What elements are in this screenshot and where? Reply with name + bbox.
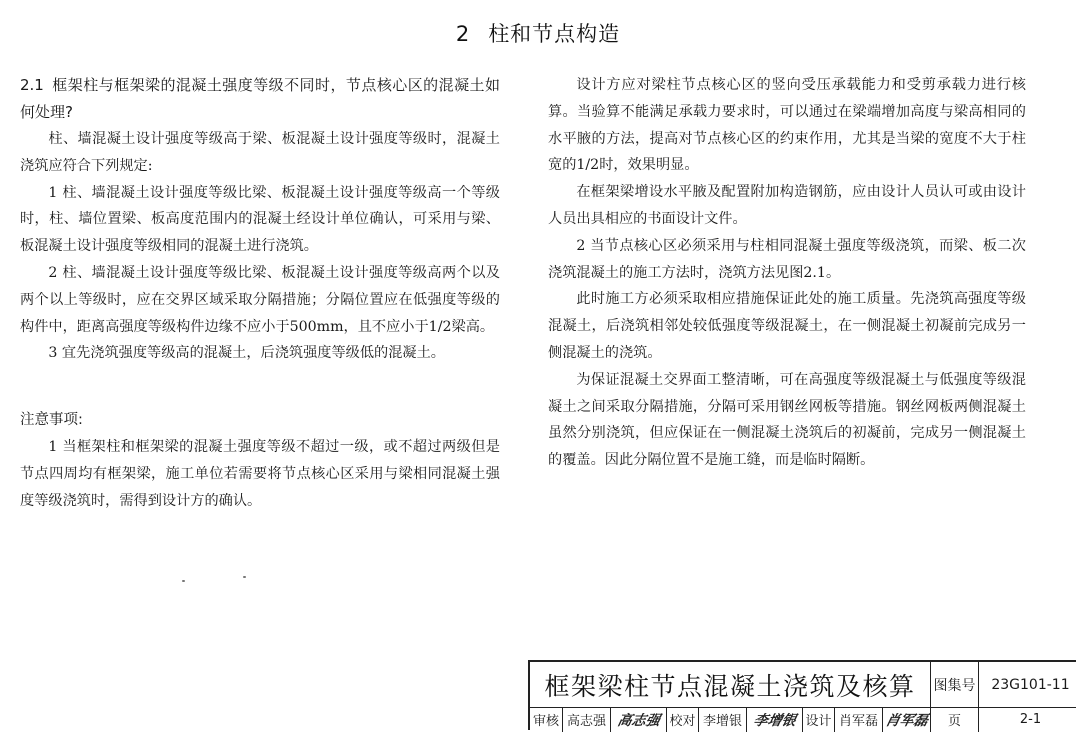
review-label: 审核 bbox=[532, 714, 559, 729]
intro-paragraph: 柱、墙混凝土设计强度等级高于梁、板混凝土设计强度等级时，混凝土浇筑应符合下列规定: bbox=[20, 131, 500, 174]
scan-speck bbox=[243, 576, 246, 578]
drawing-title: 框架梁柱节点混凝土浇筑及核算 bbox=[544, 671, 916, 701]
designer-name: 肖军磊 bbox=[834, 707, 882, 732]
checker-signature-mark: 李增银 bbox=[751, 712, 797, 729]
right-column bbox=[548, 72, 1026, 474]
question-heading bbox=[20, 72, 500, 126]
page-number: 2-1 bbox=[978, 707, 1076, 732]
designer-signature-mark: 肖军磊 bbox=[883, 712, 929, 729]
rule-2: 2 柱、墙混凝土设计强度等级比梁、板混凝土设计强度等级高两个以及两个以上等级时，应在交界区域采取分隔措施；分隔位置应在低强度等级的构件中，距离高强度等级构件边缘不应小于500mm，且不应小于1/2梁高。 bbox=[20, 264, 500, 335]
atlas-number: 23G101-11 bbox=[978, 662, 1076, 707]
notes-title: 注意事项: bbox=[20, 412, 83, 429]
section-title: 柱和节点构造 bbox=[488, 22, 621, 46]
note-1: 1 当框架柱和框架梁的混凝土强度等级不超过一级，或不超过两级但是节点四周均有框架梁，施工单位若需要将节点核心区采用与梁相同混凝土强度等级浇筑时，需得到设计方的确认。 bbox=[20, 438, 500, 509]
checker-signature bbox=[746, 707, 802, 732]
reviewer-name: 高志强 bbox=[562, 707, 610, 732]
reviewer-signature-mark: 高志强 bbox=[615, 712, 661, 729]
title-block-top-row bbox=[530, 662, 1076, 708]
rule-1: 1 柱、墙混凝土设计强度等级比梁、板混凝土设计强度等级高一个等级时，柱、墙位置梁、板高度范围内的混凝土经设计单位确认，可采用与梁、板混凝土设计强度等级相同的混凝土进行浇筑。 bbox=[20, 184, 500, 255]
left-column bbox=[20, 72, 500, 514]
check-label: 校对 bbox=[666, 707, 698, 732]
drawing-title-block bbox=[528, 660, 1076, 730]
question-number: 2.1 bbox=[20, 76, 44, 94]
atlas-label: 图集号 bbox=[930, 662, 978, 707]
page-label: 页 bbox=[930, 707, 978, 732]
right-paragraph-2: 在框架梁增设水平腋及配置附加构造钢筋，应由设计人员认可或由设计人员出具相应的书面设计文件。 bbox=[548, 184, 1026, 227]
scan-speck bbox=[182, 580, 185, 582]
right-paragraph-4: 此时施工方必须采取相应措施保证此处的施工质量。先浇筑高强度等级混凝土，后浇筑相邻处较低强度等级混凝土，在一侧混凝土初凝前完成另一侧混凝土的浇筑。 bbox=[548, 291, 1026, 361]
checker-name: 李增银 bbox=[698, 707, 746, 732]
question-text: 框架柱与框架梁的混凝土强度等级不同时，节点核心区的混凝土如何处理? bbox=[20, 76, 500, 121]
designer-signature bbox=[882, 707, 930, 732]
reviewer-signature bbox=[610, 707, 666, 732]
right-paragraph-5: 为保证混凝土交界面工整清晰，可在高强度等级混凝土与低强度等级混凝土之间采取分隔措施，分隔可采用钢丝网板等措施。钢丝网板两侧混凝土虽然分别浇筑，但应保证在一侧混凝土浇筑后的初凝前，完成另一侧混凝土的覆盖。因此分隔位置不是施工缝，而是临时隔断。 bbox=[548, 371, 1026, 469]
title-block-signature-row bbox=[530, 707, 1076, 732]
right-paragraph-3: 2 当节点核心区必须采用与柱相同混凝土强度等级浇筑，而梁、板二次浇筑混凝土的施工方法时，浇筑方法见图2.1。 bbox=[548, 237, 1026, 281]
section-number: 2 bbox=[455, 22, 471, 46]
design-label: 设计 bbox=[802, 707, 834, 732]
rule-3: 3 宜先浇筑强度等级高的混凝土，后浇筑强度等级低的混凝土。 bbox=[48, 345, 445, 362]
page-title bbox=[0, 18, 1076, 48]
right-paragraph-1: 设计方应对梁柱节点核心区的竖向受压承载能力和受剪承载力进行核算。当验算不能满足承载力要求时，可以通过在梁端增加高度与梁高相同的水平腋的方法，提高对节点核心区的约束作用，尤其是当梁的宽度不大于柱宽的1/2时，效果明显。 bbox=[548, 77, 1026, 174]
